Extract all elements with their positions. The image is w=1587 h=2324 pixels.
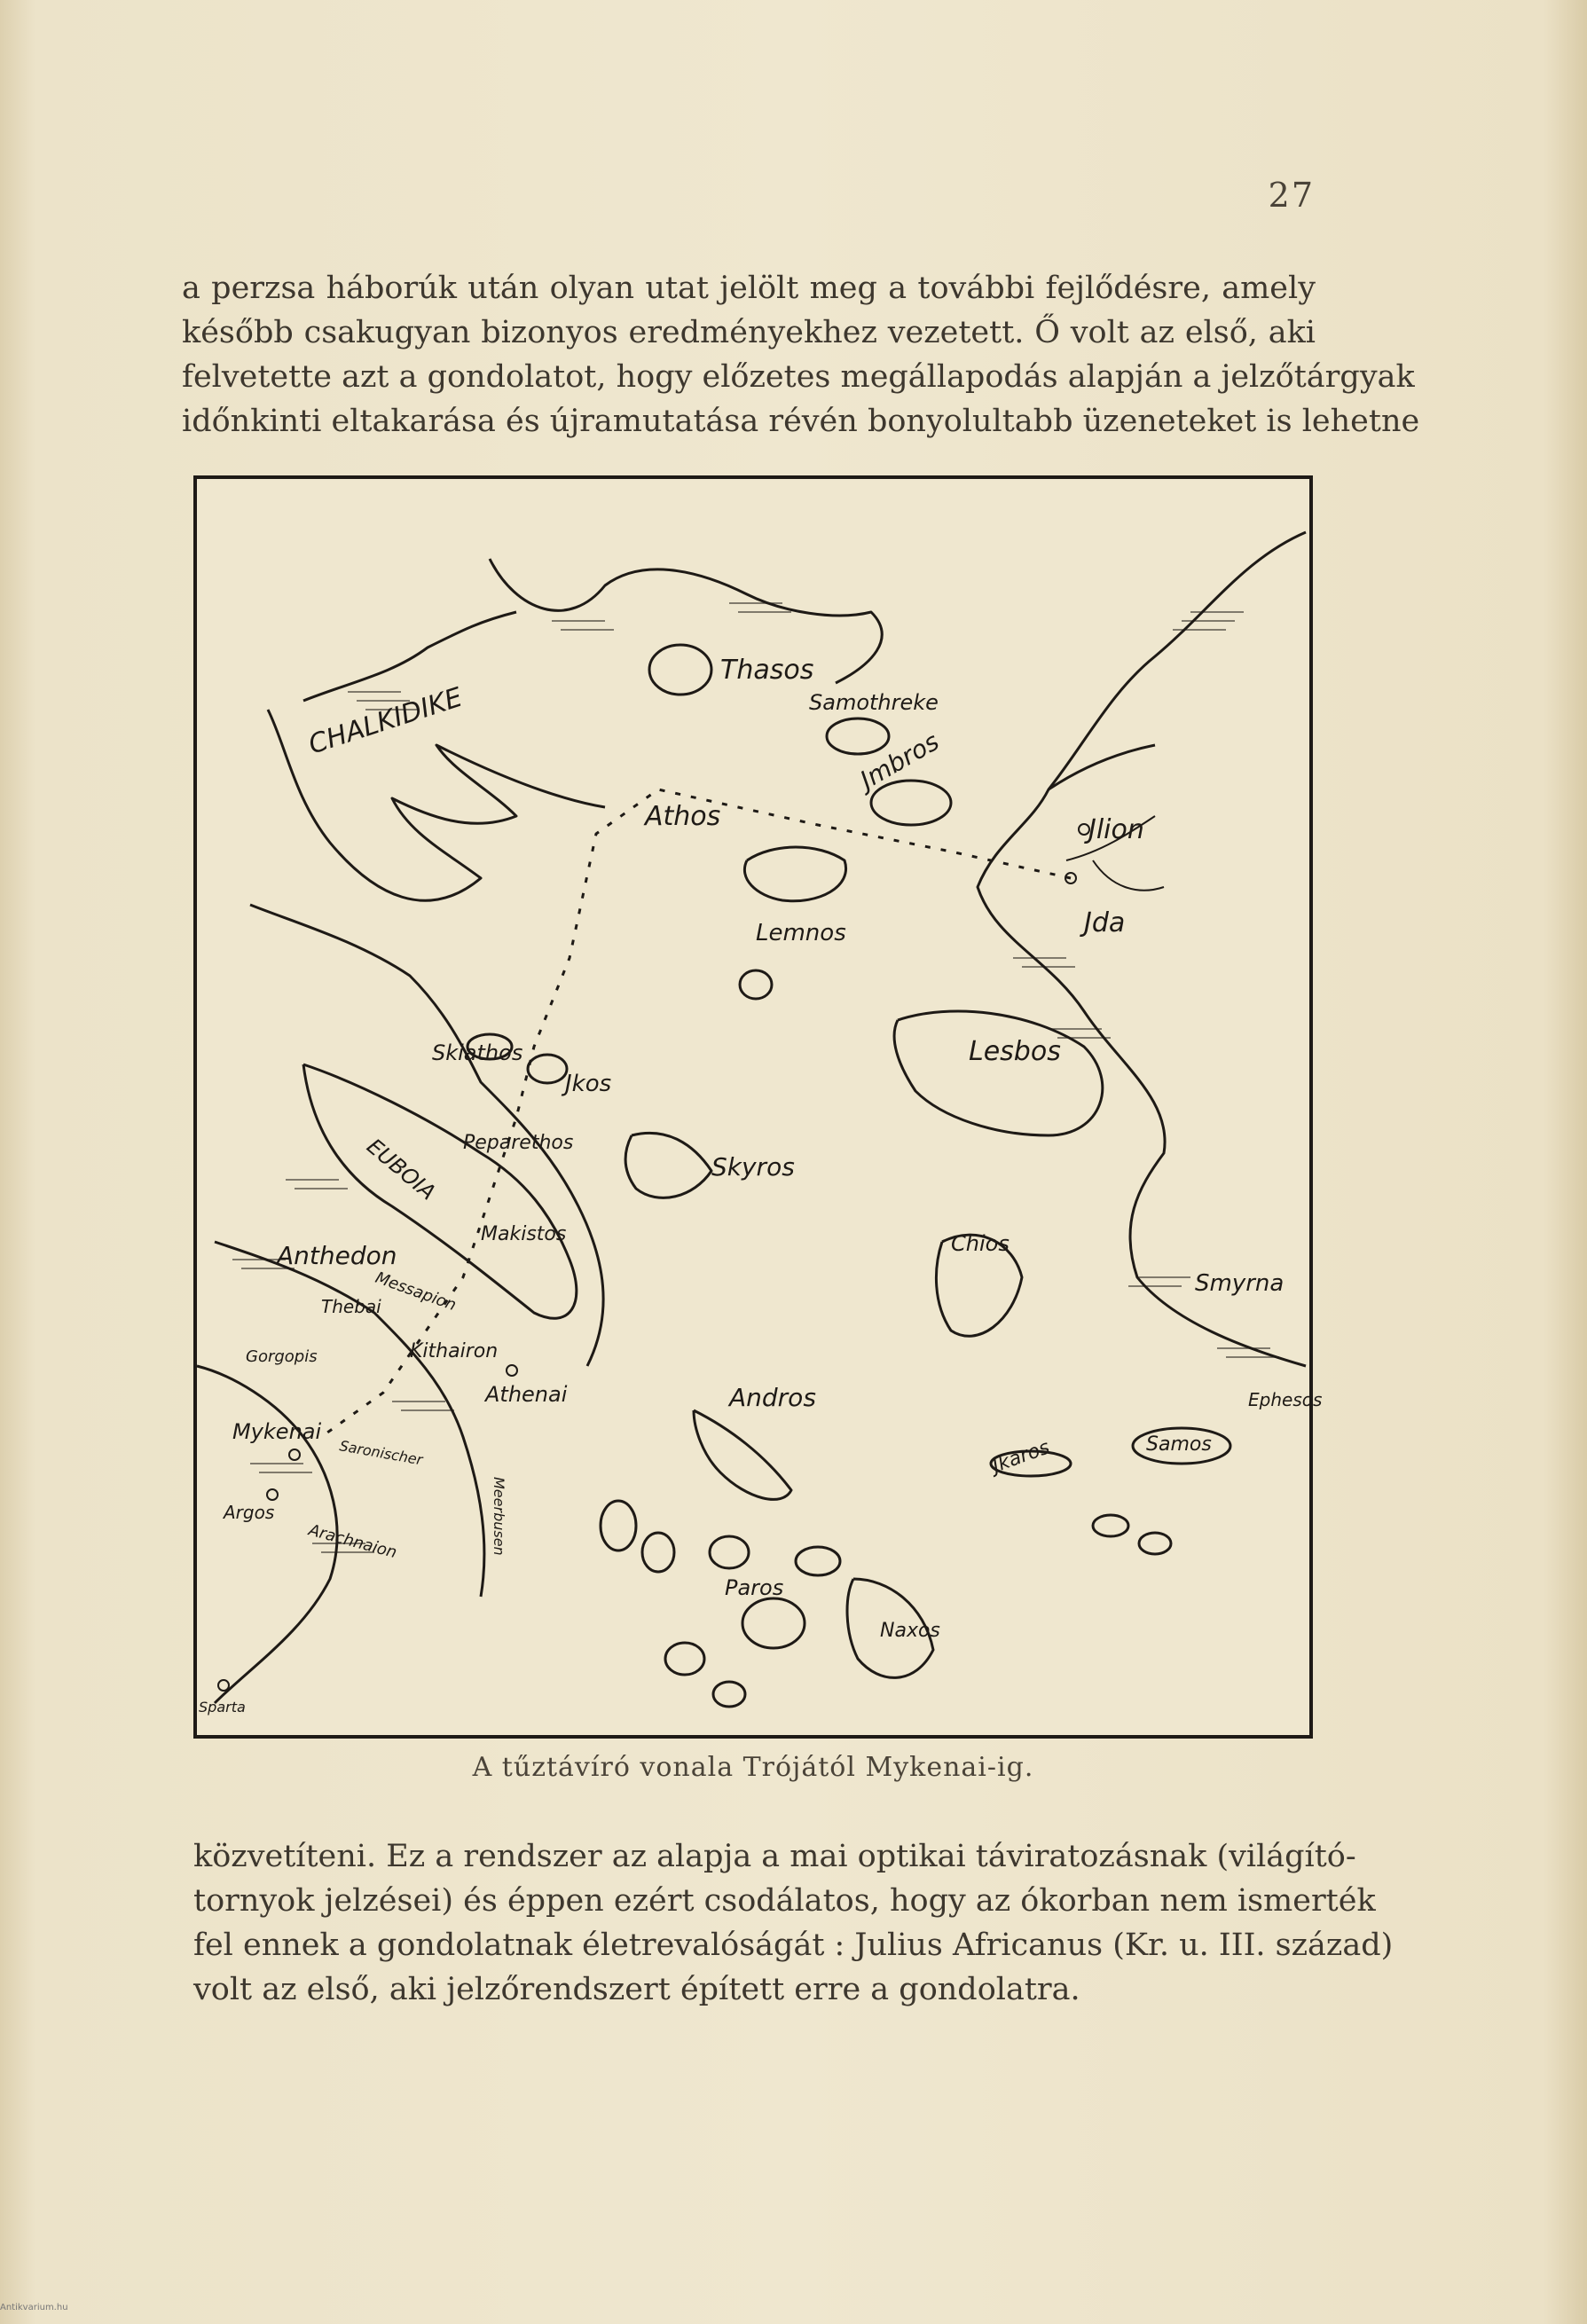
island-cyclades-3	[710, 1536, 749, 1568]
label-smyrna: Smyrna	[1195, 1270, 1285, 1297]
label-skyros: Skyros	[711, 1152, 795, 1182]
label-peparethos: Peparethos	[463, 1132, 574, 1154]
label-athos: Athos	[645, 801, 721, 832]
island-cyclades-6	[713, 1682, 745, 1707]
label-messapion: Messapion	[373, 1268, 459, 1315]
island-imbros	[871, 781, 951, 825]
label-argos: Argos	[224, 1502, 275, 1523]
label-ikos: Jkos	[565, 1071, 612, 1097]
fire-athenai	[507, 1365, 517, 1376]
paragraph-top	[182, 266, 1420, 444]
label-arachnaion: Arachnaion	[306, 1520, 399, 1563]
island-thasos	[649, 645, 711, 695]
aegean-map	[197, 479, 1323, 1735]
paragraph-line: később csakugyan bizonyos eredményekhez vezetett. Ő volt az első, aki	[182, 315, 1316, 350]
label-makistos: Makistos	[481, 1223, 567, 1245]
label-anthedon: Anthedon	[277, 1241, 397, 1270]
fire-sparta	[218, 1680, 229, 1691]
island-cyclades-8	[1139, 1533, 1171, 1554]
label-chios: Chios	[951, 1231, 1010, 1256]
label-lesbos: Lesbos	[969, 1036, 1061, 1067]
paragraph-line: fel ennek a gondolatnak életrevalóságát : Julius Africanus (Kr. u. III. század)	[193, 1928, 1394, 1963]
coastlines	[197, 532, 1306, 1707]
label-chalkidike: CHALKIDIKE	[304, 681, 467, 761]
island-skyros	[625, 1133, 711, 1197]
label-paros: Paros	[725, 1575, 784, 1600]
label-naxos: Naxos	[880, 1620, 940, 1642]
paragraph-bottom	[193, 1834, 1394, 2012]
island-cyclades-4	[796, 1547, 840, 1575]
label-samothreke: Samothreke	[809, 690, 939, 715]
label-skiathos: Skiathos	[432, 1040, 523, 1065]
label-ephesos: Ephesos	[1248, 1389, 1323, 1410]
island-lemnos	[744, 847, 845, 901]
paragraph-line: a perzsa háborúk után olyan utat jelölt meg a további fejlődésre, amely	[182, 271, 1316, 306]
island-cyclades-1	[601, 1501, 636, 1551]
island-ikos	[528, 1055, 567, 1083]
island-cyclades-7	[1093, 1515, 1128, 1536]
island-samothreke	[827, 718, 889, 754]
map-labels	[199, 655, 1322, 1716]
label-ikaros: Jkaros	[989, 1436, 1053, 1478]
footer-watermark: Antikvarium.hu	[0, 2303, 68, 2312]
label-saronischer: Saronischer	[338, 1437, 424, 1469]
label-meerbusen: Meerbusen	[491, 1477, 507, 1556]
fire-argos	[267, 1489, 278, 1500]
label-andros: Andros	[729, 1383, 816, 1412]
label-ida: Jda	[1084, 907, 1126, 938]
coast-asia-minor	[978, 532, 1306, 1366]
coast-euboia	[303, 1064, 577, 1318]
island-cyclades-2	[642, 1533, 674, 1572]
label-ilion: Jlion	[1088, 814, 1144, 845]
label-athenai: Athenai	[485, 1382, 568, 1407]
paragraph-line: közvetíteni. Ez a rendszer az alapja a mai optikai táviratozásnak (világító-	[193, 1839, 1356, 1874]
island-cyclades-5	[665, 1643, 704, 1675]
label-thasos: Thasos	[720, 655, 814, 686]
label-mykenai: Mykenai	[232, 1419, 322, 1444]
island-andros	[694, 1410, 791, 1499]
map-figure	[193, 475, 1323, 1739]
label-kithairon: Kithairon	[410, 1340, 499, 1362]
label-euboia: EUBOIA	[362, 1134, 441, 1205]
label-imbros: Jmbros	[855, 726, 945, 796]
paragraph-line: időnkinti eltakarása és újramutatása révén bonyolultabb üzeneteket is lehetne	[182, 404, 1420, 439]
island-lesbos	[894, 1011, 1103, 1135]
paragraph-line: felvetette azt a gondolatot, hogy előzetes megállapodás alapján a jelzőtárgyak	[182, 359, 1415, 395]
island-small-north	[740, 970, 772, 999]
fire-mykenai	[289, 1449, 300, 1460]
coast-thrace	[490, 559, 882, 683]
paragraph-line: volt az első, aki jelzőrendszert épített erre a gondolatra.	[193, 1972, 1080, 2007]
island-paros	[742, 1598, 805, 1648]
label-sparta: Sparta	[199, 1699, 246, 1716]
figure-caption: A tűztávíró vonala Trójától Mykenai-ig.	[472, 1752, 1034, 1783]
label-samos: Samos	[1146, 1433, 1212, 1456]
label-lemnos: Lemnos	[756, 920, 846, 946]
paragraph-line: tornyok jelzései) és éppen ezért csodálatos, hogy az ókorban nem ismerték	[193, 1883, 1376, 1919]
label-thebai: Thebai	[321, 1296, 381, 1317]
label-gorgopis: Gorgopis	[246, 1347, 318, 1366]
page-number: 27	[1268, 176, 1315, 215]
coast-north-aegean	[303, 612, 516, 701]
